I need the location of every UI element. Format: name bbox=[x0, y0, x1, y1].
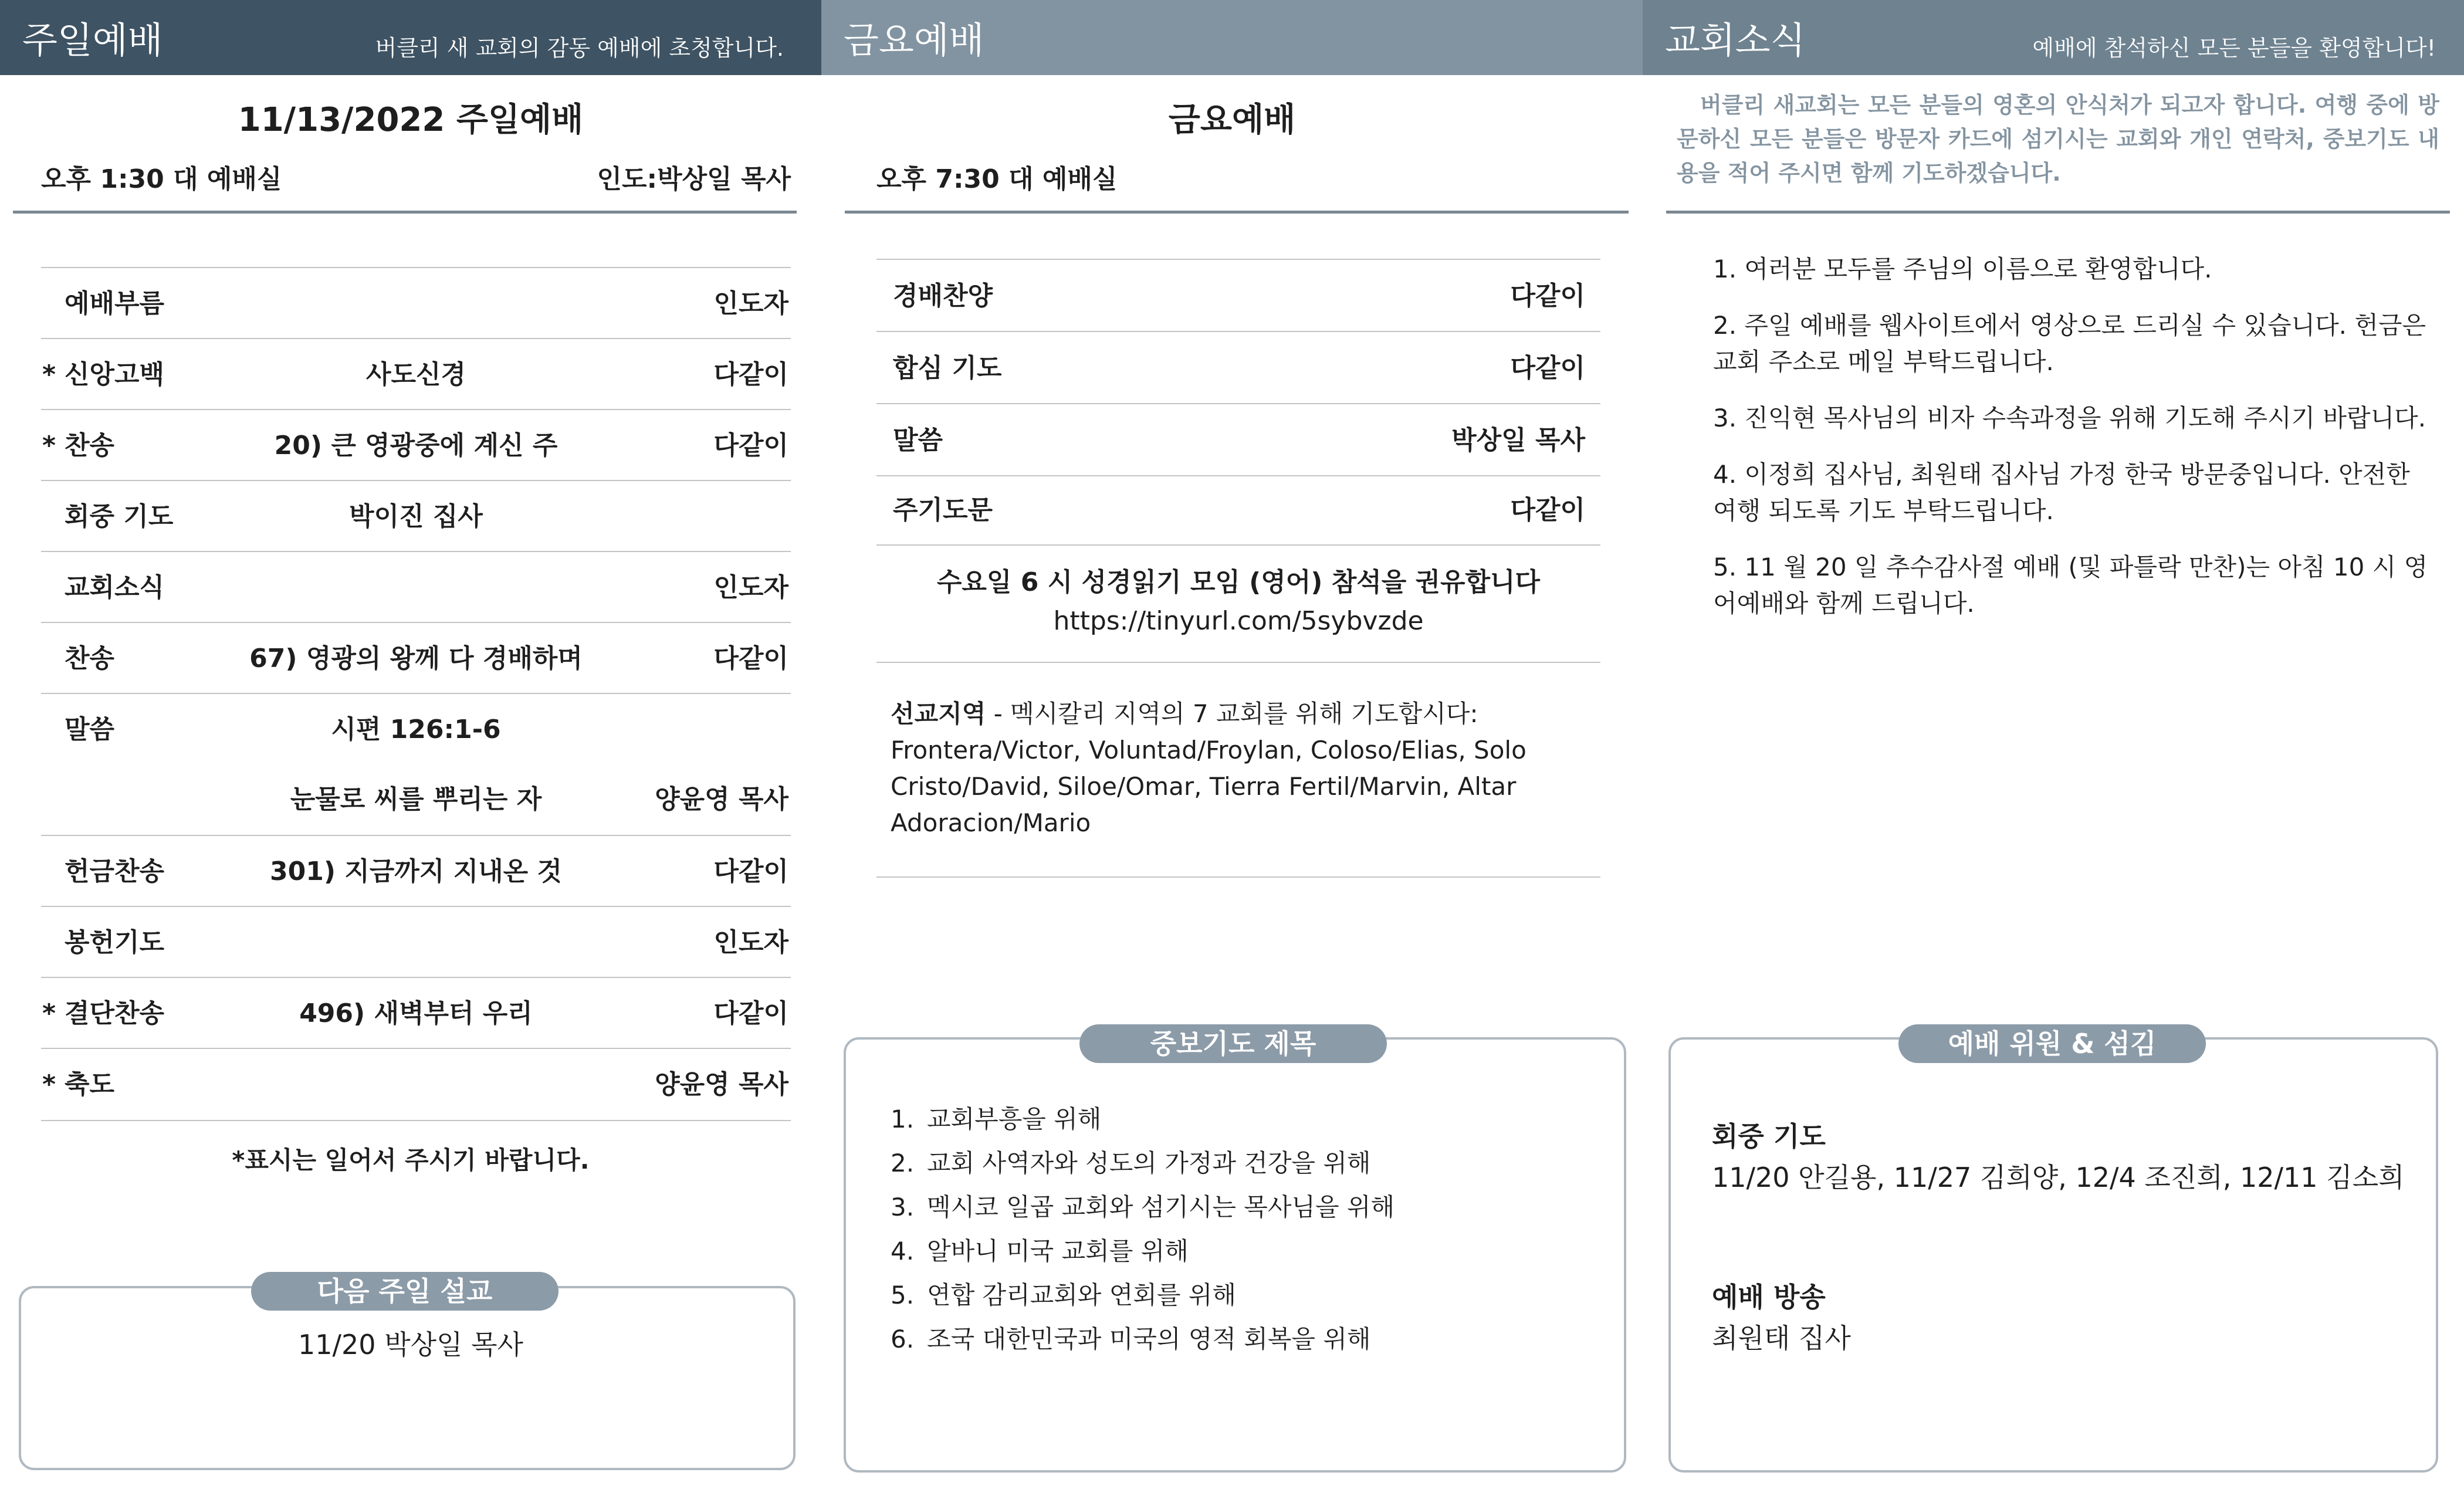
order-row bbox=[41, 409, 791, 481]
order-item-who: 다같이 bbox=[713, 360, 788, 390]
order-row bbox=[41, 835, 791, 907]
news-header-title: 교회소식 bbox=[1665, 19, 1806, 62]
order-item-content: 시편 126:1-6 bbox=[331, 715, 501, 744]
order-star: * bbox=[42, 360, 56, 390]
news-header-subtitle: 예배에 참석하신 모든 분들을 환영합니다! bbox=[2032, 35, 2436, 61]
broadcast-label: 예배 방송 bbox=[1712, 1281, 1826, 1313]
prayer-duty-value: 11/20 안길용, 11/27 김희양, 12/4 조진희, 12/11 김소희 bbox=[1712, 1162, 2405, 1193]
next-week-label: 다음 주일 설교 bbox=[251, 1272, 559, 1311]
prayer-item bbox=[891, 1141, 1395, 1185]
order-row bbox=[41, 267, 791, 339]
news-item: 3. 진익현 목사님의 비자 수속과정을 위해 기도해 주시기 바랍니다. bbox=[1713, 404, 2426, 432]
prayer-num: 1. bbox=[891, 1105, 915, 1133]
order-row bbox=[41, 764, 791, 835]
prayer-text: 알바니 미국 교회를 위해 bbox=[927, 1237, 1189, 1265]
prayer-item bbox=[891, 1185, 1395, 1229]
friday-time-place: 오후 7:30 대 예배실 bbox=[876, 164, 1118, 194]
order-row bbox=[41, 693, 791, 765]
order-row bbox=[41, 622, 791, 694]
mission-label: 선교지역 bbox=[891, 699, 986, 728]
order-item-who: 인도자 bbox=[713, 289, 788, 319]
bible-study-notice bbox=[878, 563, 1599, 641]
prayer-text: 조국 대한민국과 미국의 영적 회복을 위해 bbox=[927, 1325, 1371, 1353]
prayer-item bbox=[891, 1229, 1395, 1273]
friday-order-who: 다같이 bbox=[1510, 281, 1585, 311]
order-row bbox=[41, 338, 791, 410]
order-item-name: 찬송 bbox=[65, 644, 115, 673]
order-row bbox=[41, 480, 791, 552]
order-item-content: 사도신경 bbox=[365, 360, 466, 390]
order-item-name: 찬송 bbox=[65, 431, 115, 461]
prayer-label: 중보기도 제목 bbox=[1079, 1024, 1387, 1063]
order-item-who: 다같이 bbox=[713, 857, 788, 886]
prayer-num: 5. bbox=[891, 1281, 915, 1309]
welcome-paragraph: 버클리 새교회는 모든 분들의 영혼의 안식처가 되고자 합니다. 여행 중에 방문하신 모든 분들은 방문자 카드에 섬기시는 교회와 개인 연락처, 중보기도 내용을 적어 주시면 함께 기도하겠습니다. bbox=[1677, 92, 2439, 186]
friday-order-row bbox=[876, 403, 1600, 476]
prayer-duty-label: 회중 기도 bbox=[1712, 1121, 1826, 1152]
mission-text: - 멕시칼리 지역의 7 교회를 위해 기도합시다: Frontera/Victor, Voluntad/Froylan, Coloso/Elias, Solo Cristo/David, Siloe/Omar, Tierra Fertil/Marvin, Altar Adoracion/Mario bbox=[891, 699, 1527, 837]
order-item-name: 회중 기도 bbox=[65, 502, 174, 532]
next-week-value: 11/20 박상일 목사 bbox=[298, 1329, 523, 1360]
prayer-num: 3. bbox=[891, 1193, 915, 1221]
order-star: * bbox=[42, 431, 56, 461]
sunday-header-title: 주일예배 bbox=[22, 19, 163, 62]
friday-service-meta bbox=[876, 162, 1612, 197]
friday-order-row bbox=[876, 259, 1600, 332]
mission-paragraph bbox=[891, 696, 1612, 841]
news-item: 4. 이정희 집사님, 최원태 집사님 가정 한국 방문중입니다. 안전한 여행 되도록 기도 부탁드립니다. bbox=[1713, 460, 2410, 525]
friday-order-who: 다같이 bbox=[1510, 495, 1585, 525]
prayer-num: 6. bbox=[891, 1325, 915, 1353]
order-item-who: 인도자 bbox=[713, 573, 788, 603]
order-row bbox=[41, 551, 791, 623]
news-panel bbox=[1643, 0, 2464, 1496]
order-item-who: 양윤영 목사 bbox=[655, 1069, 788, 1099]
sunday-leader: 인도:박상일 목사 bbox=[597, 164, 791, 194]
sunday-header-bar bbox=[0, 0, 821, 75]
order-item-who: 양윤영 목사 bbox=[655, 784, 788, 814]
prayer-text: 교회부흥을 위해 bbox=[927, 1105, 1102, 1133]
friday-order-name: 주기도문 bbox=[893, 495, 993, 525]
order-row bbox=[41, 906, 791, 978]
duty-box bbox=[1668, 1037, 2438, 1473]
friday-order-who: 박상일 목사 bbox=[1451, 425, 1585, 455]
order-item-name: 신앙고백 bbox=[65, 360, 165, 390]
order-item-name: 예배부름 bbox=[65, 289, 165, 319]
order-item-content: 박이진 집사 bbox=[349, 502, 483, 532]
prayer-text: 교회 사역자와 성도의 가정과 건강을 위해 bbox=[927, 1149, 1371, 1177]
prayer-num: 2. bbox=[891, 1149, 915, 1177]
prayer-item bbox=[891, 1317, 1395, 1361]
sunday-service-title: 11/13/2022 주일예배 bbox=[238, 101, 584, 139]
order-item-name: 헌금찬송 bbox=[65, 857, 165, 886]
friday-header-title: 금요예배 bbox=[844, 19, 984, 62]
friday-order-row bbox=[876, 475, 1600, 546]
prayer-list bbox=[891, 1097, 1395, 1361]
friday-order-who: 다같이 bbox=[1510, 353, 1585, 383]
order-star: * bbox=[42, 1069, 56, 1099]
news-item: 5. 11 월 20 일 추수감사절 예배 (및 파틀락 만찬)는 아침 10 시 영어예배와 함께 드립니다. bbox=[1713, 553, 2428, 618]
sunday-service-meta bbox=[41, 162, 791, 197]
friday-separator bbox=[876, 662, 1600, 663]
order-item-name: 말씀 bbox=[65, 715, 115, 744]
friday-order-row bbox=[876, 331, 1600, 404]
order-star: * bbox=[42, 999, 56, 1028]
order-item-name: 결단찬송 bbox=[65, 999, 165, 1028]
order-item-who: 다같이 bbox=[713, 999, 788, 1028]
news-header-bar bbox=[1643, 0, 2464, 75]
order-item-who: 인도자 bbox=[713, 928, 788, 957]
next-week-box bbox=[19, 1286, 796, 1470]
prayer-num: 4. bbox=[891, 1237, 915, 1265]
friday-service-title: 금요예배 bbox=[1168, 101, 1296, 139]
order-item-content: 301) 지금까지 지내온 것 bbox=[270, 857, 562, 886]
broadcast-value: 최원태 집사 bbox=[1712, 1322, 1851, 1354]
friday-order-name: 합심 기도 bbox=[893, 353, 1002, 383]
order-row bbox=[41, 977, 791, 1049]
prayer-text: 멕시코 일곱 교회와 섬기시는 목사님을 위해 bbox=[927, 1193, 1395, 1221]
order-item-name: 축도 bbox=[65, 1069, 115, 1099]
prayer-item bbox=[891, 1273, 1395, 1317]
friday-order-name: 말씀 bbox=[893, 425, 943, 455]
news-divider bbox=[1666, 211, 2450, 214]
order-item-name: 교회소식 bbox=[65, 573, 165, 603]
news-list bbox=[1713, 251, 2441, 642]
order-item-who: 다같이 bbox=[713, 431, 788, 461]
order-item-content: 67) 영광의 왕께 다 경배하며 bbox=[249, 644, 583, 673]
news-item: 1. 여러분 모두를 주님의 이름으로 환영합니다. bbox=[1713, 255, 2212, 283]
duty-label: 예배 위원 & 섬김 bbox=[1898, 1024, 2206, 1063]
order-row bbox=[41, 1048, 791, 1121]
friday-divider bbox=[845, 211, 1629, 214]
sunday-panel bbox=[0, 0, 821, 1496]
sunday-time-place: 오후 1:30 대 예배실 bbox=[41, 164, 282, 194]
bible-study-text: 수요일 6 시 성경읽기 모임 (영어) 참석을 권유합니다 bbox=[936, 567, 1541, 597]
friday-order-name: 경배찬양 bbox=[893, 281, 993, 311]
order-item-content: 눈물로 씨를 뿌리는 자 bbox=[290, 784, 542, 814]
prayer-item bbox=[891, 1097, 1395, 1141]
bible-study-link[interactable]: https://tinyurl.com/5sybvzde bbox=[1053, 606, 1424, 636]
order-item-who: 다같이 bbox=[713, 644, 788, 673]
friday-header-bar bbox=[821, 0, 1643, 75]
order-item-content: 496) 새벽부터 우리 bbox=[299, 999, 533, 1028]
news-item: 2. 주일 예배를 웹사이트에서 영상으로 드리실 수 있습니다. 헌금은 교회 주소로 메일 부탁드립니다. bbox=[1713, 311, 2426, 376]
sunday-divider bbox=[13, 211, 797, 214]
friday-panel bbox=[821, 0, 1643, 1496]
stand-note: *표시는 일어서 주시기 바랍니다. bbox=[232, 1146, 590, 1175]
sunday-header-subtitle: 버클리 새 교회의 감동 예배에 초청합니다. bbox=[375, 35, 784, 61]
order-item-name: 봉헌기도 bbox=[65, 928, 165, 957]
prayer-text: 연합 감리교회와 연회를 위해 bbox=[927, 1281, 1236, 1309]
friday-separator bbox=[876, 876, 1600, 878]
order-item-content: 20) 큰 영광중에 계신 주 bbox=[274, 431, 558, 461]
